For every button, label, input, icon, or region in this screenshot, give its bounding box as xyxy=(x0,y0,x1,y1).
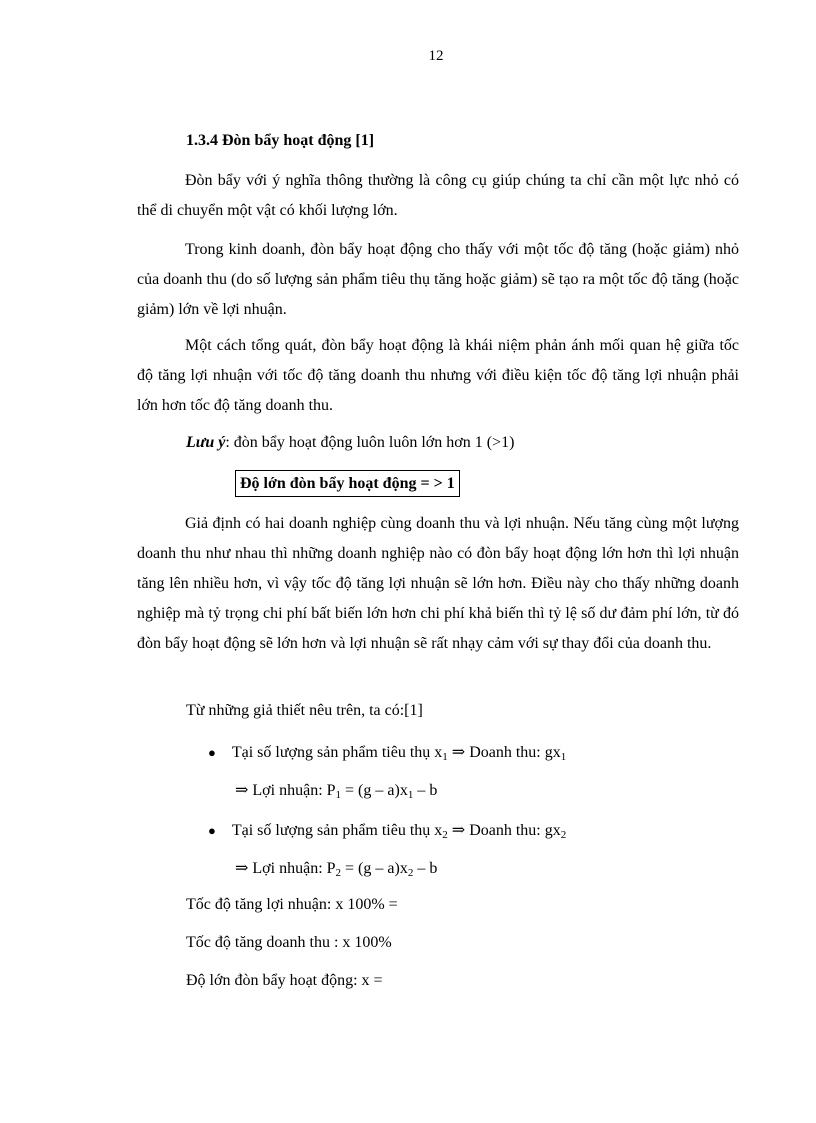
bullet-2-text: Tại số lượng sản phẩm tiêu thụ x xyxy=(231,822,443,839)
bullet-item-2 xyxy=(208,820,566,841)
paragraph-1-text: Đòn bẩy với ý nghĩa thông thường là công cụ giúp chúng ta chỉ cần một lực nhỏ có thể di chuyển một vật có khối lượng lớn. xyxy=(137,172,739,219)
revenue-growth-line: Tốc độ tăng doanh thu : x 100% xyxy=(186,934,392,951)
paragraph-4-text: Giả định có hai doanh nghiệp cùng doanh thu và lợi nhuận. Nếu tăng cùng một lượng doanh thu như nhau thì những doanh nghiệp nào có đòn bẩy hoạt động lớn hơn thì lợi nhuận tăng lên nhiều hơn, vì vậy tốc độ tăng lợi nhuận sẽ lớn hơn. Điều này cho thấy những doanh nghiệp mà tỷ trọng chi phí bất biến lớn hơn chi phí khả biến thì tỷ lệ số dư đảm phí lớn, từ đó đòn bẩy hoạt động sẽ lớn hơn và lợi nhuận sẽ rất nhạy cảm với sự thay đổi của doanh thu. xyxy=(137,515,739,652)
paragraph-4 xyxy=(137,509,739,659)
profit-growth-line: Tốc độ tăng lợi nhuận: x 100% = xyxy=(186,896,398,913)
intro-line: Từ những giả thiết nêu trên, ta có:[1] xyxy=(186,702,423,719)
leverage-degree-line: Độ lớn đòn bẩy hoạt động: x = xyxy=(186,972,383,989)
note-label: Lưu ý xyxy=(186,434,226,451)
paragraph-1 xyxy=(137,166,739,226)
profit-line-2 xyxy=(235,858,437,879)
bullet-icon: ● xyxy=(208,823,216,838)
note-text: : đòn bẩy hoạt động luôn luôn lớn hơn 1 (>1) xyxy=(225,434,515,451)
bullet-1-revenue: ⇒ Doanh thu: gx xyxy=(447,744,561,761)
bullet-1-revenue-sub: 1 xyxy=(560,751,567,763)
profit-2-sub2: 2 xyxy=(407,867,414,879)
bullet-2-revenue-sub: 2 xyxy=(560,829,567,841)
paragraph-3-text: Một cách tổng quát, đòn bẩy hoạt động là khái niệm phản ánh mối quan hệ giữa tốc độ tăng lợi nhuận với tốc độ tăng doanh thu nhưng với điều kiện tốc độ tăng lợi nhuận phải lớn hơn tốc độ tăng doanh thu. xyxy=(137,337,739,414)
profit-1-prefix: ⇒ Lợi nhuận: P xyxy=(235,782,336,799)
profit-2-sub: 2 xyxy=(335,867,342,879)
section-heading: 1.3.4 Đòn bẩy hoạt động [1] xyxy=(186,132,375,149)
bullet-1-sub: 1 xyxy=(442,751,448,763)
profit-2-end: – b xyxy=(413,860,438,877)
profit-1-sub2: 1 xyxy=(407,789,414,801)
profit-1-mid: = (g – a)x xyxy=(341,782,408,799)
bullet-icon: ● xyxy=(208,745,216,760)
profit-2-mid: = (g – a)x xyxy=(341,860,408,877)
paragraph-2-text: Trong kinh doanh, đòn bẩy hoạt động cho thấy với một tốc độ tăng (hoặc giảm) nhỏ của doanh thu (do số lượng sản phẩm tiêu thụ tăng hoặc giảm) sẽ tạo ra một tốc độ tăng (hoặc giảm) lớn về lợi nhuận. xyxy=(137,241,739,318)
profit-line-1 xyxy=(235,780,437,801)
profit-1-sub: 1 xyxy=(335,789,342,801)
profit-2-prefix: ⇒ Lợi nhuận: P xyxy=(235,860,336,877)
bullet-2-revenue: ⇒ Doanh thu: gx xyxy=(447,822,561,839)
page-number: 12 xyxy=(428,48,444,64)
boxed-formula: Độ lớn đòn bẩy hoạt động = > 1 xyxy=(235,470,460,497)
bullet-2-sub: 2 xyxy=(442,829,448,841)
paragraph-2 xyxy=(137,235,739,325)
profit-1-end: – b xyxy=(413,782,438,799)
paragraph-3 xyxy=(137,331,739,421)
bullet-1-text: Tại số lượng sản phẩm tiêu thụ x xyxy=(231,744,443,761)
bullet-item-1 xyxy=(208,742,566,763)
note-line xyxy=(186,434,514,452)
